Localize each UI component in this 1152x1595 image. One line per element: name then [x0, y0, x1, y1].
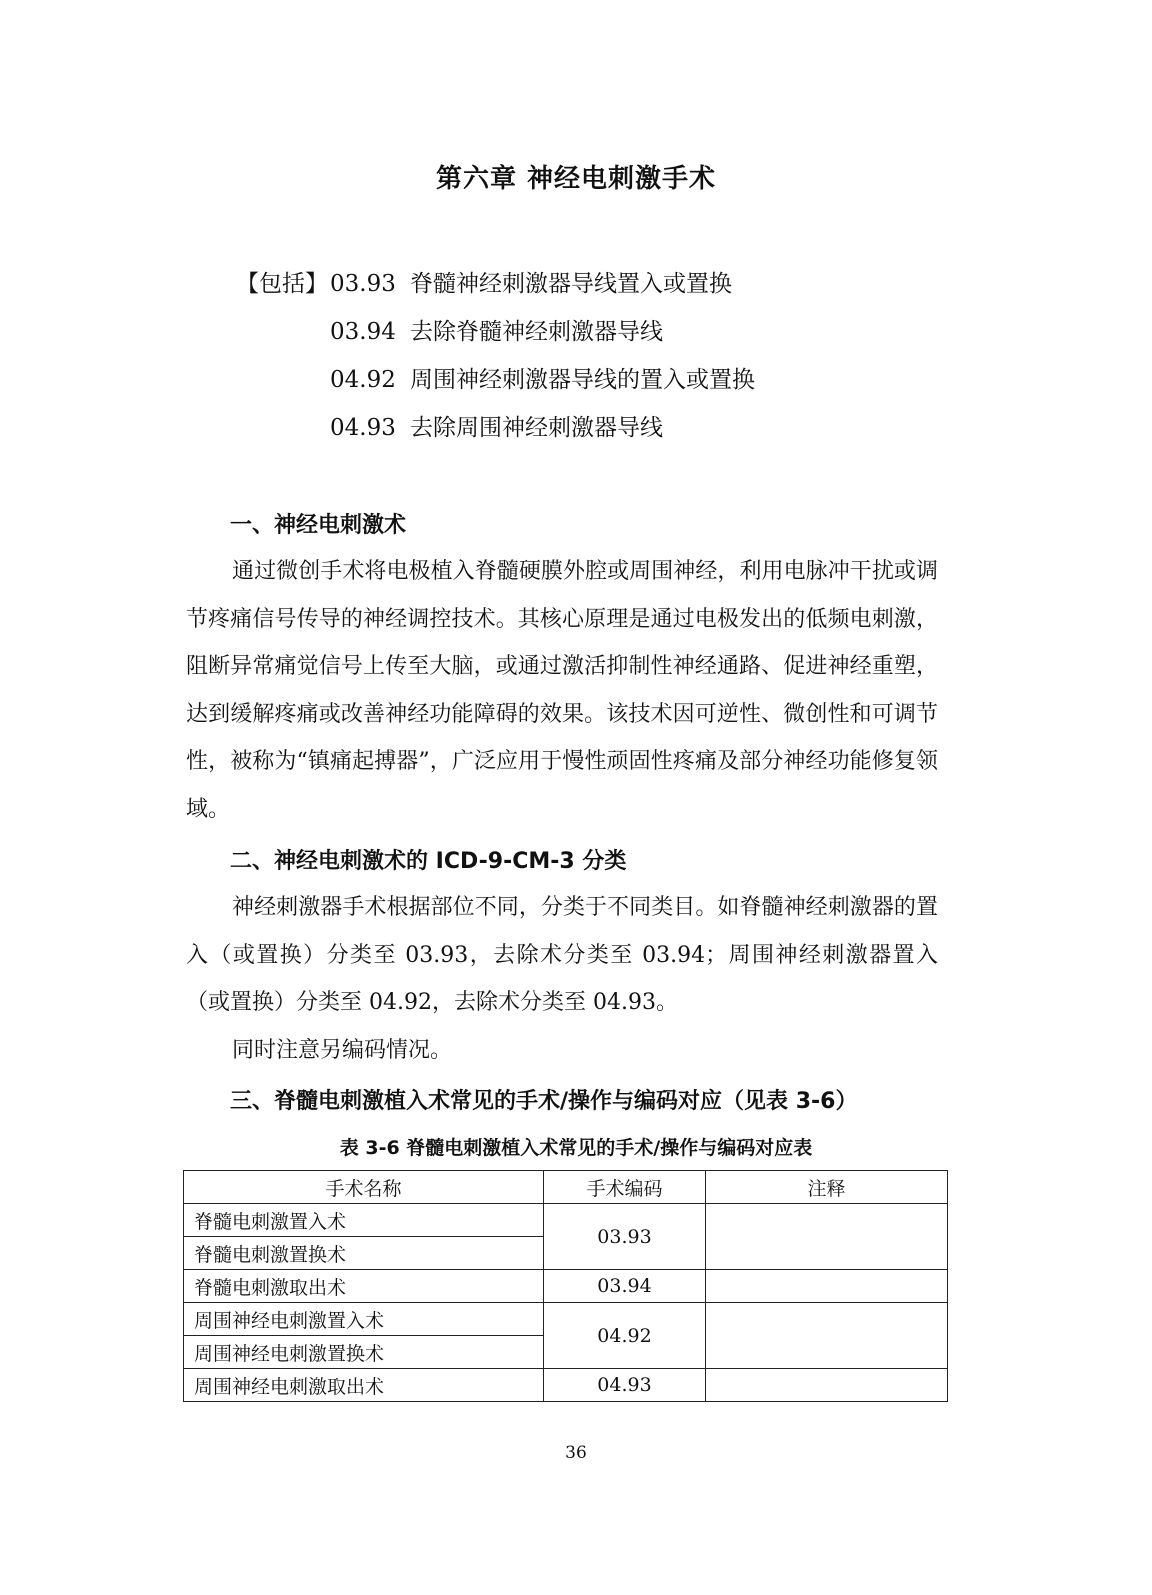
section2-heading: 二、神经电刺激术的 ICD-9-CM-3 分类: [230, 849, 627, 874]
procedure-note: [706, 1270, 948, 1303]
include-code: 03.94: [330, 319, 396, 345]
code-table: [183, 1170, 948, 1402]
section2-paragraph: 神经刺激器手术根据部位不同，分类于不同类目。如脊髓神经刺激器的置入（或置换）分类至 03.93，去除术分类至 03.94；周围神经刺激器置入（或置换）分类至 04.92，去除术分类至 04.93。: [186, 895, 938, 1015]
procedure-note: [706, 1369, 948, 1402]
procedure-name: 周围神经电刺激置换术: [184, 1336, 544, 1369]
procedure-code: 03.94: [544, 1270, 706, 1303]
include-code: 04.92: [330, 367, 396, 393]
procedure-name: 周围神经电刺激取出术: [184, 1369, 544, 1402]
chapter-title: 第六章 神经电刺激手术: [435, 164, 717, 194]
section1-paragraph: 通过微创手术将电极植入脊髓硬膜外腔或周围神经，利用电脉冲干扰或调节疼痛信号传导的神经调控技术。其核心原理是通过电极发出的低频电刺激，阻断异常痛觉信号上传至大脑，或通过激活抑制性神经通路、促进神经重塑，达到缓解疼痛或改善神经功能障碍的效果。该技术因可逆性、微创性和可调节性，被称为“镇痛起搏器”，广泛应用于慢性顽固性疼痛及部分神经功能修复领域。: [186, 559, 938, 822]
page-number: 36: [565, 1443, 587, 1463]
includes-label: 【包括】: [236, 271, 328, 297]
include-desc: 周围神经刺激器导线的置入或置换: [410, 367, 755, 393]
header-procedure-name: 手术名称: [184, 1171, 544, 1204]
include-desc: 脊髓神经刺激器导线置入或置换: [410, 271, 732, 297]
table-row: [184, 1303, 948, 1336]
section1-heading: 一、神经电刺激术: [230, 513, 407, 538]
procedure-note: [706, 1204, 948, 1270]
procedure-name: 周围神经电刺激置入术: [184, 1303, 544, 1336]
table-header-row: [184, 1171, 948, 1204]
table-row: [184, 1270, 948, 1303]
procedure-code: 04.93: [544, 1369, 706, 1402]
procedure-note: [706, 1303, 948, 1369]
header-procedure-code: 手术编码: [544, 1171, 706, 1204]
procedure-code: 04.92: [544, 1303, 706, 1369]
procedure-code: 03.93: [544, 1204, 706, 1270]
include-desc: 去除脊髓神经刺激器导线: [410, 319, 663, 345]
include-desc: 去除周围神经刺激器导线: [410, 415, 663, 441]
procedure-name: 脊髓电刺激置入术: [184, 1204, 544, 1237]
table-row: [184, 1369, 948, 1402]
include-code: 04.93: [330, 415, 396, 441]
header-notes: 注释: [706, 1171, 948, 1204]
table-caption: 表 3-6 脊髓电刺激植入术常见的手术/操作与编码对应表: [339, 1137, 813, 1159]
table-row: [184, 1204, 948, 1237]
section2-note: 同时注意另编码情况。: [232, 1038, 453, 1063]
section3-heading: 三、脊髓电刺激植入术常见的手术/操作与编码对应（见表 3-6）: [230, 1089, 858, 1114]
procedure-name: 脊髓电刺激置换术: [184, 1237, 544, 1270]
procedure-name: 脊髓电刺激取出术: [184, 1270, 544, 1303]
include-code: 03.93: [330, 271, 396, 297]
